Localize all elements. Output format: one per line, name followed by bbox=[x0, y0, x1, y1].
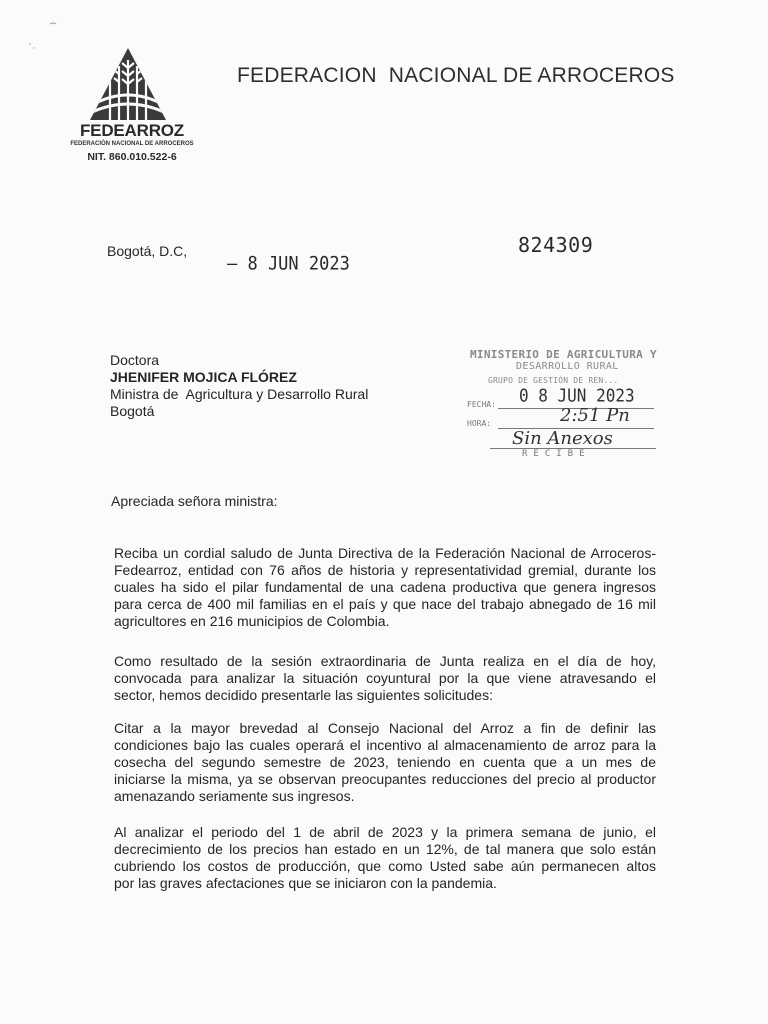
fedearroz-logo-icon bbox=[88, 46, 168, 122]
stamp-fecha-label: FECHA: bbox=[467, 400, 496, 409]
stamp-handwritten-note: Sin Anexos bbox=[512, 428, 613, 449]
stamp-ministry-line: MINISTERIO DE AGRICULTURA Y bbox=[470, 348, 657, 361]
text-line: Reciba un cordial saludo de Junta Directiva de la Federación Nacional de Arroceros- bbox=[114, 545, 656, 561]
text-line: cosecha del segundo semestre de 2023, teniendo en cuenta que a un mes de bbox=[114, 754, 656, 770]
salutation: Apreciada señora ministra: bbox=[111, 493, 278, 509]
stamp-recibe-label: RECIBE bbox=[522, 449, 591, 459]
text-line: cuales ha sido el pilar fundamental de una cadena productiva que genera ingresos bbox=[114, 579, 656, 595]
text-line: condiciones bajo las cuales operará el incentivo al almacenamiento de arroz para la bbox=[114, 737, 656, 753]
text-line: convocada para analizar la situación coyuntural por la que viene atravesando el bbox=[114, 670, 656, 686]
text-line: Fedearroz, entidad con 76 años de historia y representatividad gremial, durante los bbox=[114, 562, 656, 578]
paragraph-intro bbox=[114, 545, 656, 630]
text-line: sector, hemos decidido presentarle las siguientes solicitudes: bbox=[114, 687, 493, 703]
text-line: iniciarse la misma, ya se observan preocupantes reducciones del precio al productor bbox=[114, 771, 656, 787]
text-line: para cerca de 400 mil familias en el país y que nace del trabajo abnegado de 16 mil bbox=[114, 596, 656, 612]
nit-number: NIT. 860.010.522-6 bbox=[87, 151, 177, 163]
addressee-name: JHENIFER MOJICA FLÓREZ bbox=[110, 369, 297, 385]
addressee-position: Ministra de Agricultura y Desarrollo Rural bbox=[110, 386, 369, 402]
logo-subtitle: FEDERACIÓN NACIONAL DE ARROCEROS bbox=[70, 141, 194, 147]
addressee-city: Bogotá bbox=[110, 403, 155, 419]
stamp-fecha-value: 0 8 JUN 2023 bbox=[519, 385, 635, 406]
city-line: Bogotá, D.C, bbox=[107, 243, 188, 259]
text-line: agricultores en 216 municipios de Colombia. bbox=[114, 613, 390, 629]
text-line: por las graves afectaciones que se iniciaron con la pandemia. bbox=[114, 875, 497, 891]
stamp-hora-value: 2:51 Pn bbox=[560, 405, 630, 426]
logo-wordmark: FEDEARROZ bbox=[80, 121, 184, 140]
text-line: decrecimiento de los precios han estado en un 12%, de tal manera que solo están bbox=[114, 841, 656, 857]
organization-name: FEDERACION NACIONAL DE ARROCEROS bbox=[237, 64, 675, 87]
paragraph-prices bbox=[114, 824, 656, 892]
addressee-title: Doctora bbox=[110, 352, 160, 368]
text-line: cubriendo los costos de producción, que como Usted sabe aún permanecen altos bbox=[114, 858, 656, 874]
stamp-group-line: GRUPO DE GESTIÓN DE REN... bbox=[488, 376, 619, 385]
date-stamp: – 8 JUN 2023 bbox=[227, 252, 350, 276]
paragraph-request bbox=[114, 720, 656, 805]
text-line: Citar a la mayor brevedad al Consejo Nacional del Arroz a fin de definir las bbox=[114, 720, 656, 736]
text-line: Al analizar el periodo del 1 de abril de 2023 y la primera semana de junio, el bbox=[114, 824, 656, 840]
text-line: amenazando seriamente sus ingresos. bbox=[114, 788, 355, 804]
text-line: Como resultado de la sesión extraordinaria de Junta realiza en el día de hoy, bbox=[114, 653, 656, 669]
scan-specks bbox=[22, 18, 62, 58]
radicado-number: 824309 bbox=[518, 233, 594, 257]
stamp-hora-label: HORA: bbox=[467, 419, 492, 428]
paragraph-session bbox=[114, 653, 656, 704]
stamp-ministry-line2: DESARROLLO RURAL bbox=[516, 361, 619, 372]
